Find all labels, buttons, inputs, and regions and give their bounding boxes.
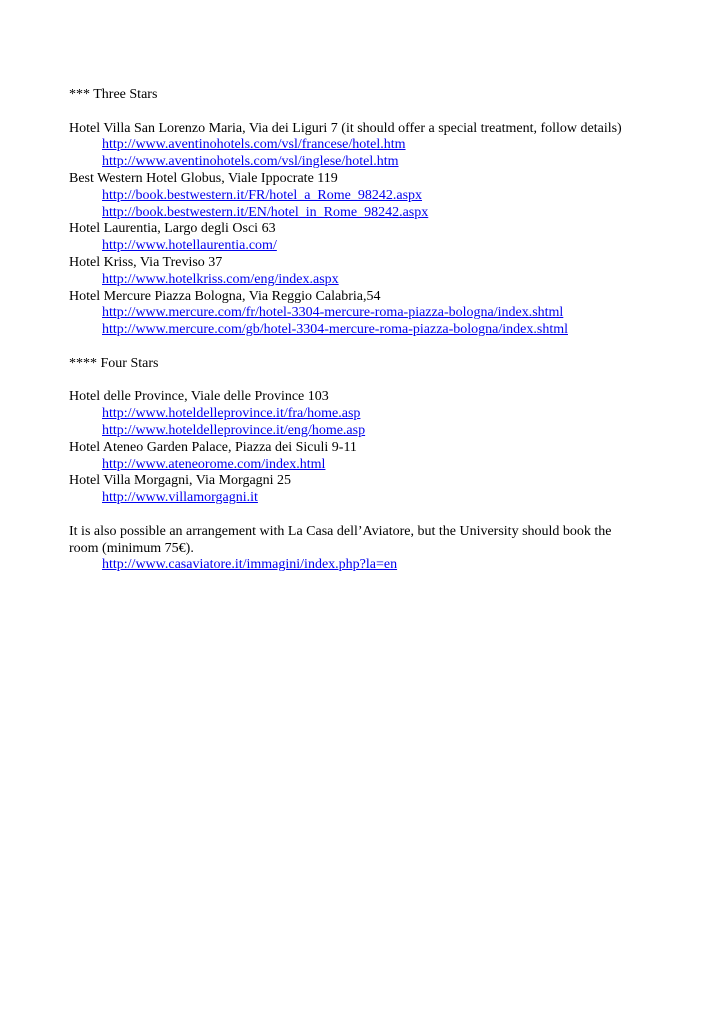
- hotel-link[interactable]: http://www.mercure.com/gb/hotel-3304-mercure-roma-piazza-bologna/index.shtml: [102, 322, 568, 338]
- hotel-link[interactable]: http://www.ateneorome.com/index.html: [102, 456, 326, 472]
- document-page: [69, 87, 669, 574]
- casa-aviatore-link[interactable]: http://www.casaviatore.it/immagini/index.php?la=en: [102, 557, 398, 573]
- hotel-link[interactable]: http://www.hoteldelleprovince.it/eng/home.asp: [102, 422, 366, 438]
- spacer: [69, 104, 669, 121]
- three-stars-heading: *** Three Stars: [69, 87, 158, 102]
- hotel-name: Hotel Laurentia, Largo degli Osci 63: [69, 221, 276, 237]
- hotel-name: Hotel delle Province, Viale delle Province 103: [69, 389, 329, 405]
- hotel-name: Best Western Hotel Globus, Viale Ippocrate 119: [69, 170, 338, 186]
- hotel-link[interactable]: http://www.mercure.com/fr/hotel-3304-mercure-roma-piazza-bologna/index.shtml: [102, 305, 564, 321]
- hotel-name: Hotel Mercure Piazza Bologna, Via Reggio Calabria,54: [69, 288, 381, 304]
- hotel-name: Hotel Villa Morgagni, Via Morgagni 25: [69, 473, 292, 489]
- spacer: [69, 339, 669, 356]
- hotel-link[interactable]: http://www.hoteldelleprovince.it/fra/home.asp: [102, 406, 361, 422]
- hotel-name: Hotel Villa San Lorenzo Maria, Via dei Liguri 7 (it should offer a special treatment, follow details): [69, 120, 622, 136]
- spacer: [69, 507, 669, 524]
- hotel-link[interactable]: http://www.villamorgagni.it: [102, 490, 258, 506]
- four-stars-heading: **** Four Stars: [69, 355, 159, 371]
- hotel-link[interactable]: http://www.aventinohotels.com/vsl/inglese/hotel.htm: [102, 154, 399, 170]
- hotel-name: Hotel Ateneo Garden Palace, Piazza dei Siculi 9-11: [69, 439, 357, 455]
- hotel-link[interactable]: http://www.hotellaurentia.com/: [102, 238, 277, 254]
- hotel-link[interactable]: http://book.bestwestern.it/EN/hotel_in_Rome_98242.aspx: [102, 204, 429, 220]
- spacer: [69, 373, 669, 390]
- hotel-link[interactable]: http://www.aventinohotels.com/vsl/francese/hotel.htm: [102, 137, 406, 153]
- hotel-link[interactable]: http://book.bestwestern.it/FR/hotel_a_Rome_98242.aspx: [102, 187, 423, 203]
- note-text-line-1: It is also possible an arrangement with La Casa dell’Aviatore, but the University should book the: [69, 523, 612, 539]
- hotel-name: Hotel Kriss, Via Treviso 37: [69, 254, 223, 270]
- note-text-line-2: room (minimum 75€).: [69, 540, 194, 556]
- hotel-link[interactable]: http://www.hotelkriss.com/eng/index.aspx: [102, 271, 339, 287]
